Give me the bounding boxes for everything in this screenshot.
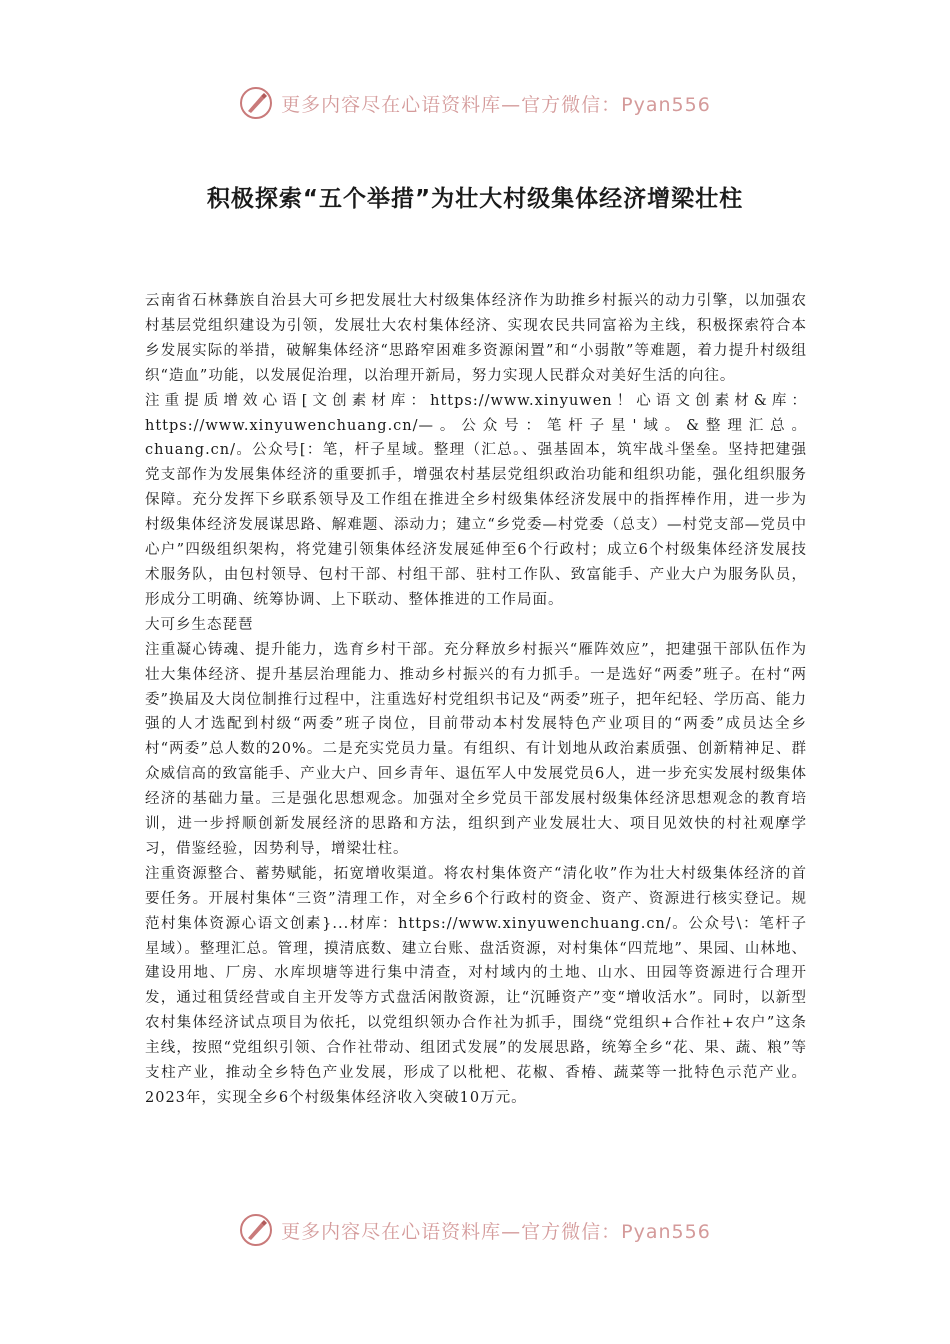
paragraph: 大可乡生态琵琶 [145,616,254,633]
paragraph: 注重凝心铸魂、提升能力，选育乡村干部。充分释放乡村振兴“雁阵效应”，把建强干部队伍作为壮大集体经济、提升基层治理能力、推动乡村振兴的有力抓手。一是选好“两委”班子。在村“两委”换届及大岗位制推行过程中，注重选好村党组织书记及“两委”班子，把年纪轻、学历高、能力强的人才选配到村级“两委”班子岗位，目前带动本村发展特色产业项目的“两委”成员达全乡村“两委”总人数的20%。二是充实党员力量。有组织、有计划地从政治素质强、创新精神足、群众威信高的致富能手、产业大户、回乡青年、退伍军人中发展党员6人，进一步充实发展村级集体经济的基础力量。三是强化思想观念。加强对全乡党员干部发展村级集体经济思想观念的教育培训，进一步捋顺创新发展经济的思路和方法，组织到产业发展壮大、项目见效快的村社观摩学习，借鉴经验，因势利导，增梁壮柱。 [145,641,807,857]
header-watermark [0,86,950,120]
watermark-text: 更多内容尽在心语资料库—官方微信：Pyan556 [281,93,711,116]
pen-logo-icon [239,1213,273,1247]
footer-watermark [0,1213,950,1247]
watermark-text: 更多内容尽在心语资料库—官方微信：Pyan556 [281,1220,711,1243]
document-title: 积极探索“五个举措”为壮大村级集体经济增梁壮柱 [206,186,744,212]
pen-logo-icon [239,86,273,120]
paragraph: 注重资源整合、蓄势赋能，拓宽增收渠道。将农村集体资产“清化收”作为壮大村级集体经济的首要任务。开展村集体“三资”清理工作，对全乡6个行政村的资金、资产、资源进行核实登记。规范村集体资源心语文创素}...材库：https://www.xinyuwenchuang.cn/。公众号\：笔杆子星域）。整理汇总。管理，摸清底数、建立台账、盘活资源，对村集体“四荒地”、果园、山林地、建设用地、厂房、水库坝塘等进行集中清查，对村域内的土地、山水、田园等资源进行合理开发，通过租赁经营或自主开发等方式盘活闲散资源，让“沉睡资产”变“增收活水”。同时，以新型农村集体经济试点项目为依托，以党组织领办合作社为抓手，围绕“党组织+合作社+农户”这条主线，按照“党组织引领、合作社带动、组团式发展”的发展思路，统筹全乡“花、果、蔬、粮”等支柱产业，推动全乡特色产业发展，形成了以枇杷、花椒、香椿、蔬菜等一批特色示范产业。2023年，实现全乡6个村级集体经济收入突破10万元。 [145,865,807,1106]
paragraph: 云南省石林彝族自治县大可乡把发展壮大村级集体经济作为助推乡村振兴的动力引擎，以加强农村基层党组织建设为引领，发展壮大农村集体经济、实现农民共同富裕为主线，积极探索符合本乡发展实际的举措，破解集体经济“思路窄困难多资源闲置”和“小弱散”等难题，着力提升村级组织“造血”功能，以发展促治理，以治理开新局，努力实现人民群众对美好生活的向往。 [145,293,807,384]
document-body [145,289,807,1111]
paragraph: 注重提质增效心语[文创素材库：https://www.xinyuwen！心语文创素材&库：https://www.xinyuwenchuang.cn/—。公众号：笔杆子星'域。&整理汇总。chuang.cn/。公众号[：笔，杆子星域。整理（汇总。、强基固本，筑牢战斗堡垒。坚持把建强党支部作为发展集体经济的重要抓手，增强农村基层党组织政治功能和组织功能，强化组织服务保障。充分发挥下乡联系领导及工作组在推进全乡村级集体经济发展中的指挥棒作用，进一步为村级集体经济发展谋思路、解难题、添动力；建立“乡党委—村党委（总支）—村党支部—党员中心户”四级组织架构，将党建引领集体经济发展延伸至6个行政村；成立6个村级集体经济发展技术服务队，由包村领导、包村干部、村组干部、驻村工作队、致富能手、产业大户为服务队员，形成分工明确、统筹协调、上下联动、整体推进的工作局面。 [145,392,807,608]
